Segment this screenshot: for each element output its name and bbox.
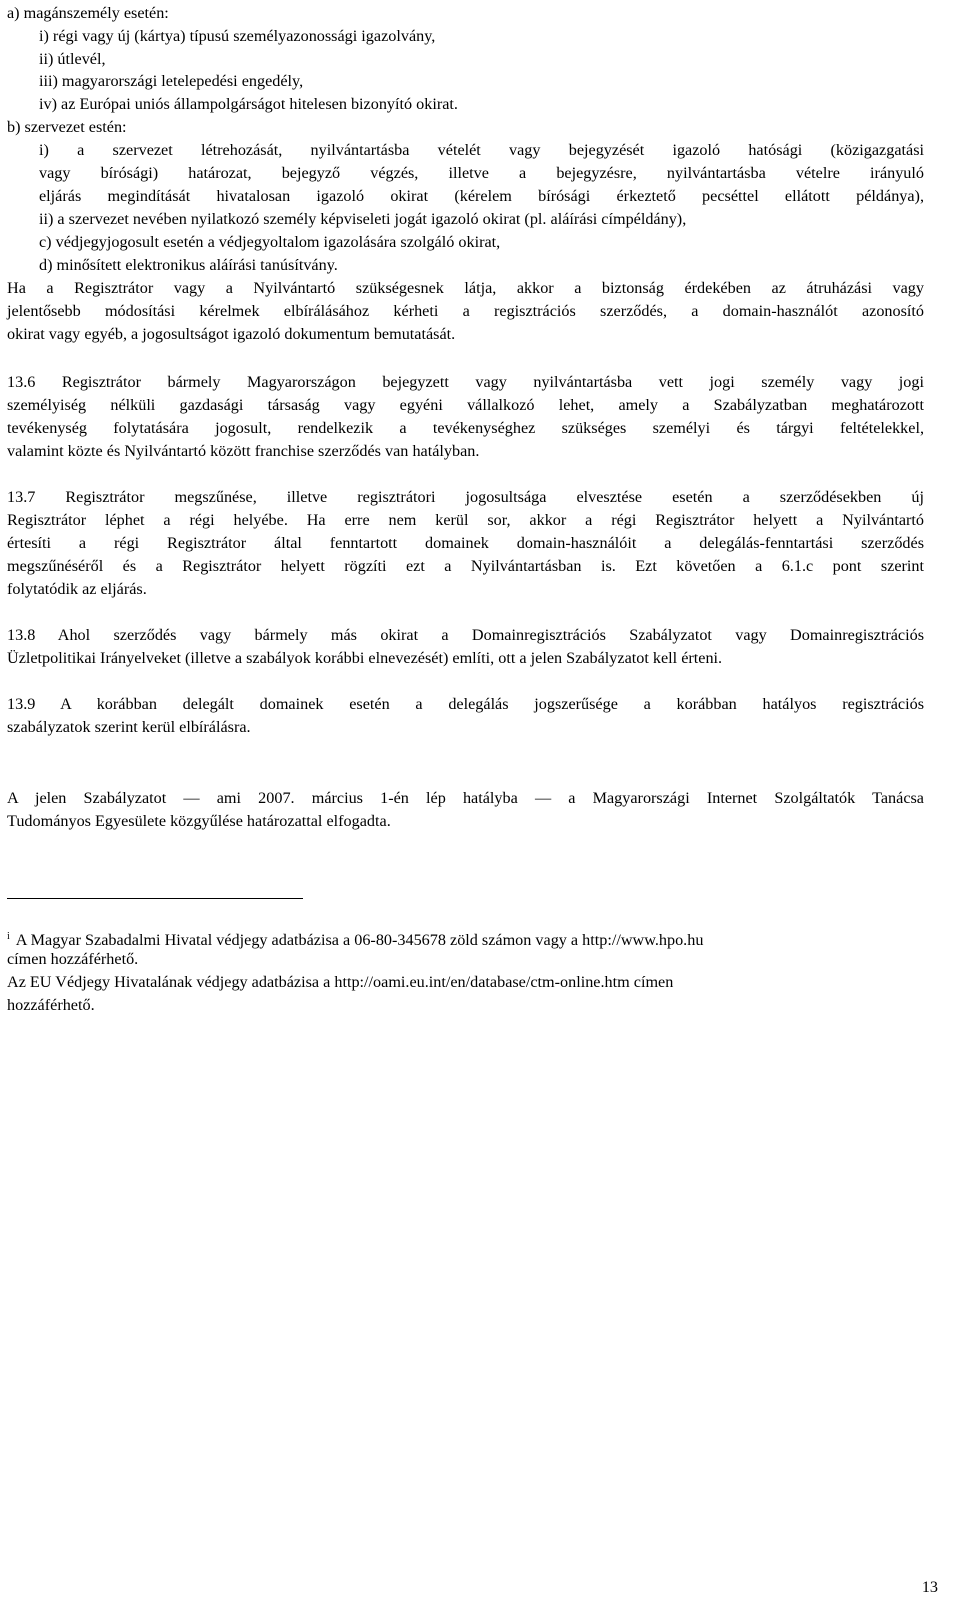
list-b-heading: b) szervezet estén: — [7, 118, 127, 136]
para-registrar-line: jelentősebb módosítási kérelmek elbírálásához kérheti a regisztrációs szerződés, a domain-használót azonosító — [7, 302, 924, 320]
para-13-8-line: 13.8 Ahol szerződés vagy bármely más okirat a Domainregisztrációs Szabályzatot vagy Domainregisztrációs — [7, 626, 924, 644]
list-a-item-iii: iii) magyarországi letelepedési engedély, — [39, 72, 304, 90]
para-13-7-line: értesíti a régi Regisztrátor által fenntartott domainek domain-használóit a delegálás-fenntartási szerződés — [7, 534, 924, 552]
para-13-9-line: 13.9 A korábban delegált domainek esetén a delegálás jogszerűsége a korábban hatályos regisztrációs — [7, 695, 924, 713]
list-a-item-i: i) régi vagy új (kártya) típusú személyazonossági igazolvány, — [39, 27, 436, 45]
list-a-item-iv: iv) az Európai uniós állampolgárságot hitelesen bizonyító okirat. — [39, 95, 458, 113]
para-13-7-line: folytatódik az eljárás. — [7, 580, 147, 598]
para-13-6-line: személyiség nélküli gazdasági társaság vagy egyéni vállalkozó lehet, amely a Szabályzatban meghatározott — [7, 396, 924, 414]
list-b-item-i-line: i) a szervezet létrehozását, nyilvántartásba vételét vagy bejegyzését igazoló hatósági (közigazgatási — [39, 141, 924, 159]
para-13-7-line: megszűnéséről és a Regisztrátor helyett rögzíti ezt a Nyilvántartásban is. Ezt követően a 6.1.c pont szerint — [7, 557, 924, 575]
list-a-item-ii: ii) útlevél, — [39, 50, 106, 68]
para-13-7-line: Regisztrátor léphet a régi helyébe. Ha erre nem kerül sor, akkor a régi Regisztrátor helyett a Nyilvántartó — [7, 511, 924, 529]
para-13-7-line: 13.7 Regisztrátor megszűnése, illetve regisztrátori jogosultsága elvesztése esetén a szerződésekben új — [7, 488, 924, 506]
para-registrar-line: Ha a Regisztrátor vagy a Nyilvántartó szükségesnek látja, akkor a biztonság érdekében az átruházási vagy — [7, 279, 924, 297]
para-13-8-line: Üzletpolitikai Irányelveket (illetve a szabályok korábbi elnevezését) említi, ott a jelen Szabályzatot kell érteni. — [7, 649, 723, 667]
para-adopted-line: A jelen Szabályzatot — ami 2007. március 1-én lép hatályba — a Magyarországi Internet Szolgáltatók Tanácsa — [7, 789, 924, 807]
list-b-item-i-line: vagy bírósági) határozat, bejegyző végzés, illetve a bejegyzésre, nyilvántartásba vételre irányuló — [39, 164, 924, 182]
footnote-line: Az EU Védjegy Hivatalának védjegy adatbázisa a http://oami.eu.int/en/database/ctm-online.htm címen — [7, 973, 674, 991]
list-a-heading: a) magánszemély esetén: — [7, 4, 169, 22]
footnote-line: hozzáférhető. — [7, 996, 95, 1014]
para-13-6-line: 13.6 Regisztrátor bármely Magyarországon bejegyzett vagy nyilvántartásba vett jogi személy vagy jogi — [7, 373, 924, 391]
footnote-line: címen hozzáférhető. — [7, 950, 139, 968]
page-number: 13 — [921, 1578, 938, 1596]
list-item-c: c) védjegyjogosult esetén a védjegyoltalom igazolására szolgáló okirat, — [39, 233, 501, 251]
list-b-item-ii: ii) a szervezet nevében nyilatkozó személy képviseleti jogát igazoló okirat (pl. aláírási címpéldány), — [39, 210, 687, 228]
para-13-6-line: tevékenység folytatására jogosult, rendelkezik a tevékenységhez szükséges személyi és tárgyi feltételekkel, — [7, 419, 924, 437]
list-item-d: d) minősített elektronikus aláírási tanúsítvány. — [39, 256, 338, 274]
footnote-rule — [7, 898, 303, 899]
para-registrar-line: okirat vagy egyéb, a jogosultságot igazoló dokumentum bemutatását. — [7, 325, 456, 343]
para-13-6-line: valamint közte és Nyilvántartó között franchise szerződés van hatályban. — [7, 442, 480, 460]
list-b-item-i-line: eljárás megindítását hivatalosan igazoló okirat (kérelem bírósági érkeztető pecséttel ellátott példánya), — [39, 187, 924, 205]
footnote-mark: i — [7, 931, 10, 942]
para-13-9-line: szabályzatok szerint kerül elbírálásra. — [7, 718, 251, 736]
footnote-text: A Magyar Szabadalmi Hivatal védjegy adatbázisa a 06-80-345678 zöld számon vagy a http://www.hpo.hu — [15, 931, 704, 949]
para-adopted-line: Tudományos Egyesülete közgyűlése határozattal elfogadta. — [7, 812, 391, 830]
